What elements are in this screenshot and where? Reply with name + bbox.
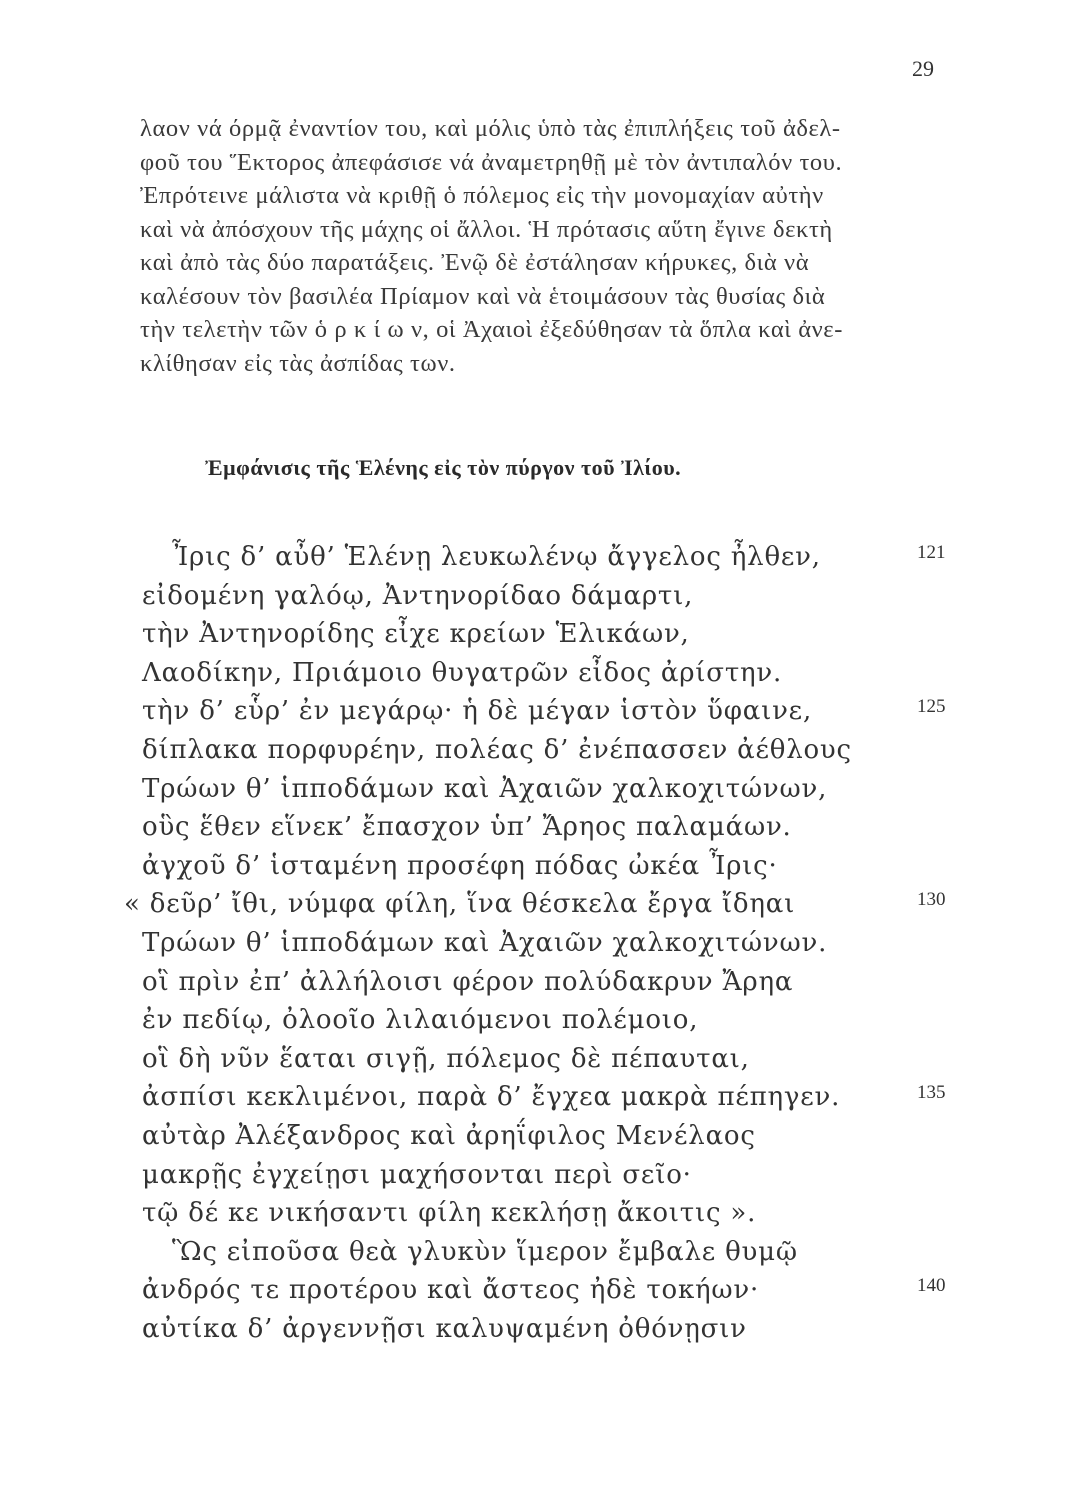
verse-text: οἳ πρὶν ἐπ’ ἀλλήλοισι φέρον πολύδακρυν Ἄρηα (142, 966, 794, 997)
prose-line: καλέσουν τὸν βασιλέα Πρίαμον καὶ νὰ ἑτοιμάσουν τὰς θυσίας διὰ (140, 282, 826, 310)
verse-line (0, 731, 1080, 770)
verse-line (0, 885, 1080, 924)
verse-line (0, 1117, 1080, 1156)
prose-paragraph (140, 112, 950, 380)
verse-line (0, 577, 1080, 616)
verse-text: μακρῇς ἐγχείῃσι μαχήσονται περὶ σεῖο· (142, 1159, 692, 1190)
verse-text: ἀγχοῦ δ’ ἱσταμένη προσέφη πόδας ὠκέα Ἶρις· (142, 850, 778, 881)
verse-text: αὐτίκα δ’ ἀργεννῇσι καλυψαμένη ὀθόνῃσιν (142, 1313, 747, 1344)
verse-line-number: 140 (917, 1275, 946, 1297)
verse-line (0, 1233, 1080, 1272)
verse-text: δίπλακα πορφυρέην, πολέας δ’ ἐνέπασσεν ἀέθλους (142, 734, 852, 765)
verse-text: ἀνδρός τε προτέρου καὶ ἄστεος ἠδὲ τοκήων· (142, 1275, 760, 1306)
verse-line-number: 130 (917, 889, 946, 911)
page-number: 29 (912, 56, 934, 81)
verse-line (0, 1078, 1080, 1117)
verse-line (0, 654, 1080, 693)
verse-line (0, 538, 1080, 577)
verse-line (0, 615, 1080, 654)
verse-text: αὐτὰρ Ἀλέξανδρος καὶ ἀρηΐφιλος Μενέλαος (142, 1120, 756, 1151)
verse-text: Τρώων θ’ ἱπποδάμων καὶ Ἀχαιῶν χαλκοχιτώνων. (142, 927, 828, 958)
section-heading: Ἐμφάνισις τῆς Ἑλένης εἰς τὸν πύργον τοῦ Ἰλίου. (205, 455, 682, 480)
verse-text: Ἶρις δ’ αὖθ’ Ἑλένῃ λευκωλένῳ ἄγγελος ἦλθεν, (172, 542, 821, 572)
verse-block (0, 538, 1080, 1348)
verse-line (0, 924, 1080, 963)
prose-line: κλίθησαν εἰς τὰς ἀσπίδας των. (140, 349, 456, 377)
verse-line (0, 847, 1080, 886)
prose-line: καὶ ἀπὸ τὰς δύο παρατάξεις. Ἐνῷ δὲ ἐστάλησαν κήρυκες, διὰ νὰ (140, 249, 810, 276)
verse-line (0, 1194, 1080, 1233)
verse-line-number: 135 (917, 1082, 946, 1104)
verse-text: ἐν πεδίῳ, ὀλοοῖο λιλαιόμενοι πολέμοιο, (142, 1005, 699, 1036)
verse-text: τὴν δ’ εὗρ’ ἐν μεγάρῳ· ἡ δὲ μέγαν ἱστὸν ὕφαινε, (142, 696, 813, 727)
verse-line-number: 125 (917, 696, 946, 718)
prose-line: καὶ νὰ ἀπόσχουν τῆς μάχης οἱ ἄλλοι. Ἡ πρότασις αὕτη ἔγινε δεκτὴ (140, 215, 833, 243)
verse-line-number: 121 (917, 542, 946, 563)
verse-line (0, 963, 1080, 1002)
verse-line (0, 1310, 1080, 1349)
verse-text: ἀσπίσι κεκλιμένοι, παρὰ δ’ ἔγχεα μακρὰ πέπηγεν. (142, 1082, 841, 1113)
verse-text: εἰδομένη γαλόῳ, Ἀντηνορίδαο δάμαρτι, (142, 580, 694, 611)
verse-text: « δεῦρ’ ἴθι, νύμφα φίλη, ἵνα θέσκελα ἔργα ἴδηαι (124, 889, 796, 920)
verse-line (0, 1040, 1080, 1079)
verse-text: Τρώων θ’ ἱπποδάμων καὶ Ἀχαιῶν χαλκοχιτώνων, (142, 773, 828, 804)
prose-line: λαον νά όρμᾷ ἐναντίον του, καὶ μόλις ὑπὸ τὰς ἐπιπλήξεις τοῦ ἀδελ- (140, 115, 841, 142)
verse-text: οὓς ἕθεν εἵνεκ’ ἔπασχον ὑπ’ Ἄρηος παλαμάων. (142, 812, 792, 843)
verse-text: οἳ δὴ νῦν ἕαται σιγῇ, πόλεμος δὲ πέπαυται, (142, 1043, 750, 1074)
prose-line: Ἐπρότεινε μάλιστα νὰ κριθῇ ὁ πόλεμος εἰς τὴν μονομαχίαν αὐτὴν (140, 182, 824, 209)
verse-text: τὴν Ἀντηνορίδης εἶχε κρείων Ἑλικάων, (142, 619, 690, 650)
verse-line (0, 692, 1080, 731)
verse-text: Ὣς εἰποῦσα θεὰ γλυκὺν ἵμερον ἔμβαλε θυμῷ (172, 1236, 798, 1267)
verse-line (0, 1156, 1080, 1195)
verse-line (0, 808, 1080, 847)
verse-text: Λαοδίκην, Πριάμοιο θυγατρῶν εἶδος ἀρίστην. (142, 657, 783, 688)
verse-line (0, 770, 1080, 809)
prose-line: φοῦ του Ἕκτορος ἀπεφάσισε νά ἀναμετρηθῇ μὲ τὸν ἀντιπαλόν του. (140, 148, 843, 176)
verse-line (0, 1271, 1080, 1310)
prose-line: τὴν τελετὴν τῶν ὁ ρ κ ί ω ν, οἱ Ἀχαιοὶ ἐξεδύθησαν τὰ ὅπλα καὶ ἀνε- (140, 316, 843, 343)
verse-line (0, 1001, 1080, 1040)
verse-text: τῷ δέ κε νικήσαντι φίλη κεκλήσῃ ἄκοιτις ». (142, 1198, 757, 1229)
